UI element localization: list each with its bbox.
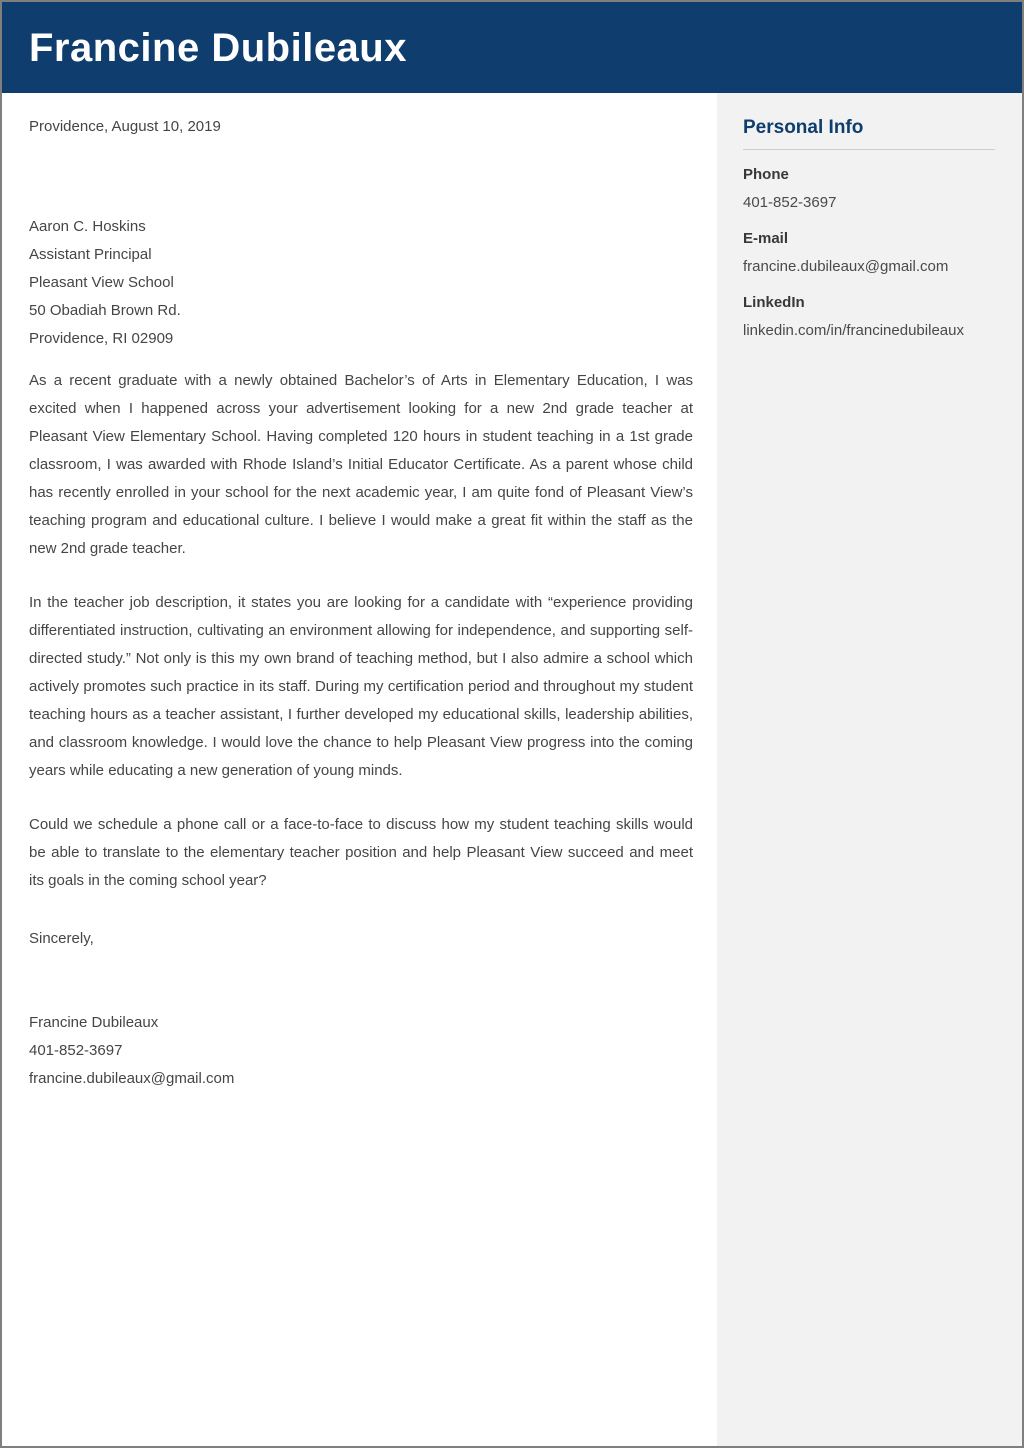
contact-email-label: E-mail [743, 230, 789, 247]
contact-phone-label: Phone [743, 166, 789, 183]
letter-body [2, 93, 717, 1446]
applicant-name: Francine Dubileaux [29, 25, 407, 70]
contact-phone [743, 164, 995, 214]
letter-paragraph: In the teacher job description, it states you are looking for a candidate with “experience providing differentiated instruction, cultivating an environment allowing for independence, and supporting self-directed study.” Not only is this my own brand of teaching method, but I also admire a school which actively promotes such practice in its staff. During my certification period and throughout my student teaching hours as a teacher assistant, I further developed my educational skills, leadership abilities, and classroom knowledge. I would love the chance to help Pleasant View progress into the coming years while educating a new generation of young minds. [29, 594, 693, 779]
sidebar-title: Personal Info [743, 117, 864, 138]
page-content [2, 93, 1022, 1446]
signature-block [29, 1009, 693, 1093]
header-bar [2, 2, 1022, 93]
letter-paragraph: As a recent graduate with a newly obtained Bachelor’s of Arts in Elementary Education, I was excited when I happened across your advertisement looking for a new 2nd grade teacher at Pleasant View Elementary School. Having completed 120 hours in student teaching in a 1st grade classroom, I was awarded with Rhode Island’s Initial Educator Certificate. As a parent whose child has recently enrolled in your school for the next academic year, I am quite fond of Pleasant View’s teaching program and educational culture. I believe I would make a great fit within the staff as the new 2nd grade teacher. [29, 372, 693, 557]
date-line: Providence, August 10, 2019 [29, 118, 221, 135]
letter-paragraph: Could we schedule a phone call or a face-to-face to discuss how my student teaching skills would be able to translate to the elementary teacher position and help Pleasant View succeed and meet its goals in the coming school year? [29, 816, 693, 889]
recipient-line: 50 Obadiah Brown Rd. [29, 302, 181, 319]
contact-email-value: francine.dubileaux@gmail.com [743, 258, 949, 275]
contact-phone-value: 401-852-3697 [743, 194, 837, 211]
recipient-block [29, 213, 693, 353]
recipient-line: Providence, RI 02909 [29, 330, 174, 347]
closing-salutation: Sincerely, [29, 930, 94, 947]
recipient-line: Assistant Principal [29, 246, 152, 263]
signature-name: Francine Dubileaux [29, 1014, 159, 1031]
sidebar-divider [743, 149, 995, 150]
contact-linkedin-value: linkedin.com/in/francinedubileaux [743, 322, 964, 339]
recipient-line: Pleasant View School [29, 274, 174, 291]
recipient-line: Aaron C. Hoskins [29, 218, 146, 235]
sidebar-personal-info [717, 93, 1022, 1446]
signature-email: francine.dubileaux@gmail.com [29, 1070, 235, 1087]
signature-phone: 401-852-3697 [29, 1042, 123, 1059]
contact-email [743, 228, 995, 278]
contact-linkedin-label: LinkedIn [743, 294, 805, 311]
contact-linkedin [743, 292, 995, 342]
